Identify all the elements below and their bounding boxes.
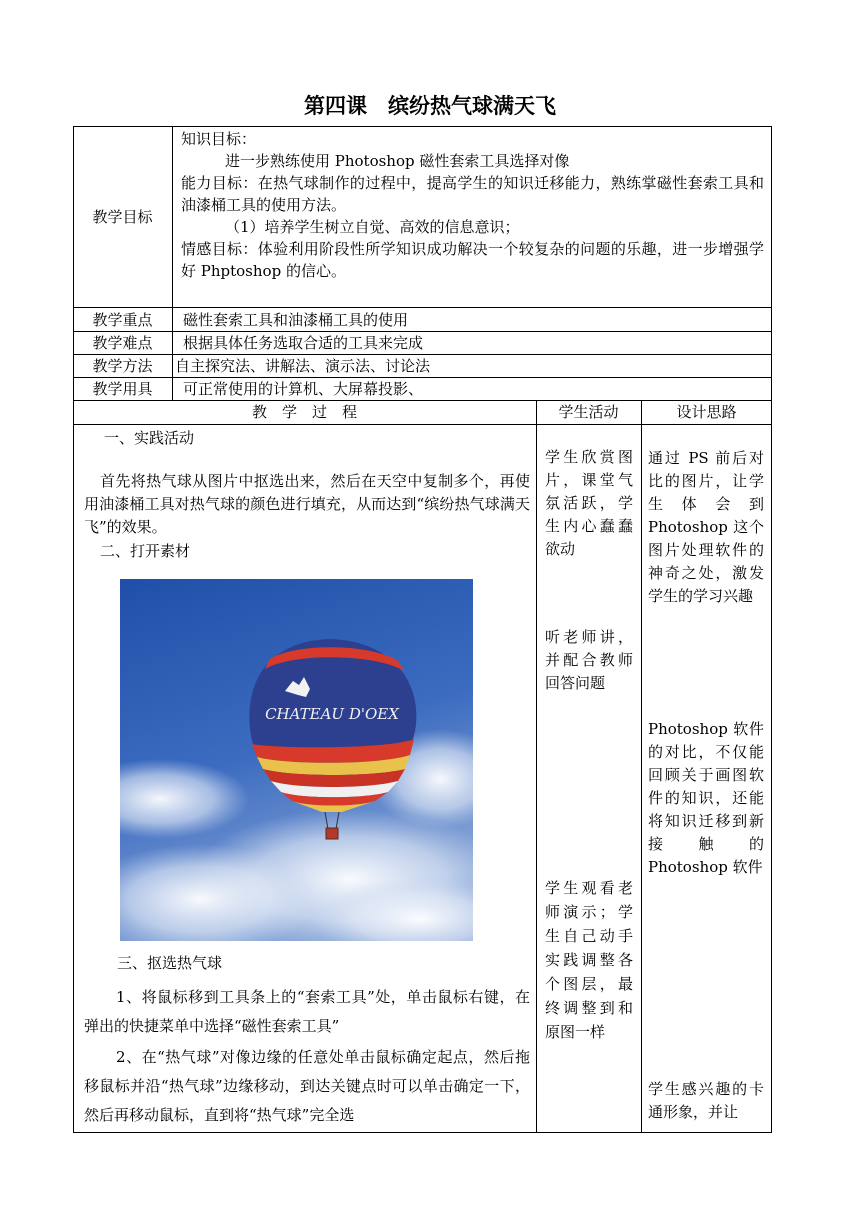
key-point-label: 教学重点 bbox=[92, 311, 153, 329]
objectives-label: 教学目标 bbox=[92, 208, 153, 226]
tools-label: 教学用具 bbox=[92, 380, 153, 398]
key-point-value: 磁性套索工具和油漆桶工具的使用 bbox=[183, 311, 409, 329]
knowledge-goal-label: 知识目标： bbox=[181, 130, 257, 148]
balloon-basket bbox=[326, 828, 338, 839]
balloon-logo-text: CHATEAU D'OEX bbox=[265, 705, 399, 723]
page-title: 第四课 缤纷热气球满天飞 bbox=[304, 94, 556, 118]
step1-text: 1、将鼠标移到工具条上的“套索工具”处，单击鼠标右键，在弹出的快捷菜单中选择“磁性套索工具” bbox=[84, 988, 530, 1035]
activity-header: 学生活动 bbox=[558, 403, 619, 421]
knowledge-goal-text: 进一步熟练使用 Photoshop 磁性套索工具选择对像 bbox=[225, 152, 570, 170]
ability-goal-text: 能力目标：在热气球制作的过程中，提高学生的知识迁移能力，熟练掌磁性套索工具和油漆桶工具的使用方法。 bbox=[181, 174, 764, 214]
section-practice-text: 首先将热气球从图片中抠选出来，然后在天空中复制多个，再使用油漆桶工具对热气球的颜色进行填充，从而达到“缤纷热气球满天飞”的效果。 bbox=[84, 472, 530, 536]
difficulty-label: 教学难点 bbox=[92, 334, 153, 352]
activity-listen: 听老师讲，并配合教师回答问题 bbox=[545, 628, 633, 692]
section-extract-heading: 三、抠选热气球 bbox=[117, 954, 223, 972]
section-open-heading: 二、打开素材 bbox=[100, 542, 191, 560]
activity-appreciate: 学生欣赏图片，课堂气氛活跃，学生内心蠢蠢欲动 bbox=[545, 448, 633, 558]
hot-air-balloon-photo bbox=[120, 579, 473, 941]
objectives-content bbox=[181, 128, 764, 282]
activity-practice: 学生观看老师演示；学生自己动手实践调整各个图层，最终调整到和原图一样 bbox=[545, 879, 633, 1041]
design-header: 设计思路 bbox=[676, 403, 737, 421]
difficulty-value: 根据具体任务选取合适的工具来完成 bbox=[183, 334, 424, 352]
design-cartoon: 学生感兴趣的卡通形象，并让 bbox=[648, 1080, 764, 1121]
emotion-goal-text: 情感目标：体验利用阶段性所学知识成功解决一个较复杂的问题的乐趣，进一步增强学好 Phptoshop 的信心。 bbox=[181, 240, 764, 280]
design-transfer: Photoshop 软件的对比，不仅能回顾关于画图软件的知识，还能将知识迁移到新接触的 Photoshop 软件 bbox=[648, 720, 764, 876]
method-value: 自主探究法、讲解法、演示法、讨论法 bbox=[175, 357, 431, 375]
method-label: 教学方法 bbox=[92, 357, 153, 375]
section-practice-heading: 一、实践活动 bbox=[104, 429, 195, 447]
info-awareness-text: （1）培养学生树立自觉、高效的信息意识； bbox=[225, 218, 520, 236]
tools-value: 可正常使用的计算机、大屏幕投影、 bbox=[183, 380, 424, 398]
step2-text: 2、在“热气球”对像边缘的任意处单击鼠标确定起点，然后拖移鼠标并沿“热气球”边缘移动，到达关键点时可以单击确定一下，然后再移动鼠标，直到将“热气球”完全选 bbox=[84, 1048, 530, 1124]
process-header: 教 学 过 程 bbox=[251, 403, 357, 421]
design-compare: 通过 PS 前后对比的图片，让学生体会到 Photoshop 这个图片处理软件的神奇之处，激发学生的学习兴趣 bbox=[648, 449, 764, 605]
